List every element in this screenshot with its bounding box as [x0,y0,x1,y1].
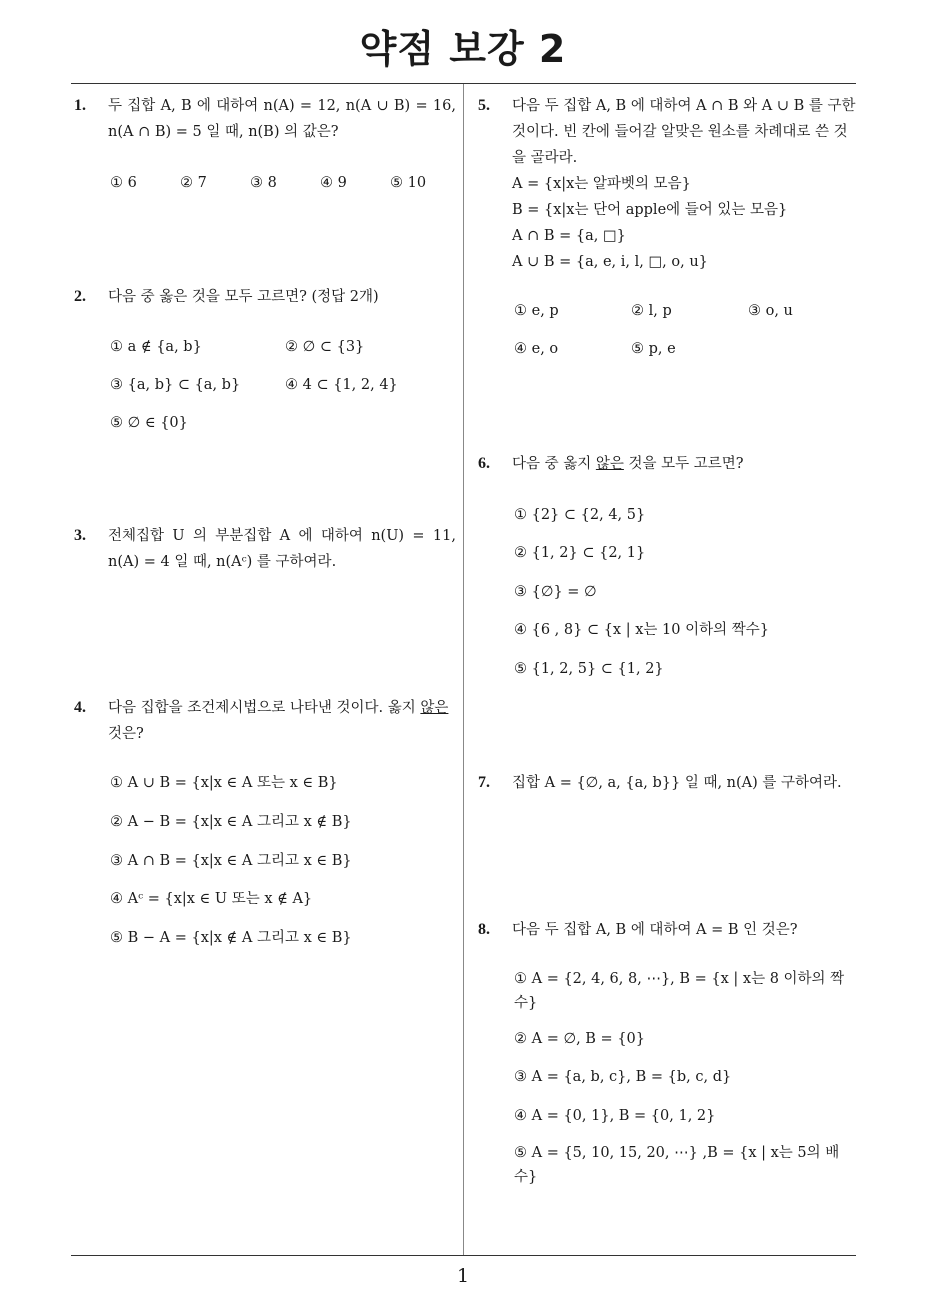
choice-option[interactable]: ① A = {2, 4, 6, 8, ⋯}, B = {x | x는 8 이하의 짝수} [514,971,845,1011]
set-definition-line: A ∪ B = {a, e, i, l, □, o, u} [512,254,708,270]
set-definition-line: A = {x|x는 알파벳의 모음} [512,176,691,192]
choice-option[interactable]: ③ A ∩ B = {x|x ∈ A 그리고 x ∈ B} [110,853,352,869]
choice-option[interactable]: ④ A = {0, 1}, B = {0, 1, 2} [514,1108,716,1124]
question-number: 8. [478,921,490,938]
question-8 [478,917,858,943]
emphasis-text: 않은 [420,700,449,716]
choice-option[interactable]: ⑤ 10 [390,175,427,191]
question-number: 3. [74,527,86,544]
choice-option[interactable]: ③ 8 [250,175,277,191]
choice-option[interactable]: ① e, p [514,303,559,319]
choice-option[interactable]: ① a ∉ {a, b} [110,339,202,355]
choice-option[interactable]: ⑤ {1, 2, 5} ⊂ {1, 2} [514,661,664,677]
set-definition-line: B = {x|x는 단어 apple에 들어 있는 모음} [512,202,788,218]
question-text-end: 것은? [108,726,144,742]
question-text: 다음 중 옳은 것을 모두 고르면? (정답 2개) [108,289,379,305]
choice-option[interactable]: ④ {6 , 8} ⊂ {x | x는 10 이하의 짝수} [514,622,769,638]
page-title: 약점 보강 2 [359,27,567,71]
choice-option[interactable]: ⑤ ∅ ∈ {0} [110,415,188,431]
choice-option[interactable]: ③ o, u [748,303,793,319]
choice-option[interactable]: ① 6 [110,175,137,191]
question-text: 다음 두 집합 A, B 에 대하여 A = B 인 것은? [512,922,798,938]
set-definition-line: A ∩ B = {a, □} [512,228,626,244]
question-1 [74,93,456,145]
choice-option[interactable]: ④ 4 ⊂ {1, 2, 4} [285,377,398,393]
choice-option[interactable]: ⑤ B − A = {x|x ∉ A 그리고 x ∈ B} [110,930,352,946]
choice-option[interactable]: ④ 9 [320,175,347,191]
choice-option[interactable]: ② 7 [180,175,207,191]
choice-option[interactable]: ② A − B = {x|x ∈ A 그리고 x ∉ B} [110,814,352,830]
question-6 [478,451,858,477]
choice-option[interactable]: ③ A = {a, b, c}, B = {b, c, d} [514,1069,732,1085]
question-number: 5. [478,97,490,114]
question-7 [478,770,858,796]
question-text: 전체집합 U 의 부분집합 A 에 대하여 n(U) = 11, n(A) = 4 일 때, n(Aᶜ) 를 구하여라. [108,528,456,570]
choice-option[interactable]: ① {2} ⊂ {2, 4, 5} [514,507,646,523]
choice-option[interactable]: ② ∅ ⊂ {3} [285,339,365,355]
question-text: 다음 중 옳지 [512,456,596,472]
question-number: 6. [478,455,490,472]
question-number: 7. [478,774,490,791]
choice-option[interactable]: ⑤ p, e [631,341,676,357]
question-3 [74,523,456,575]
question-2 [74,284,456,310]
footer-rule [71,1255,856,1256]
choice-option[interactable]: ④ e, o [514,341,559,357]
question-number: 2. [74,288,86,305]
choice-option[interactable]: ④ Aᶜ = {x|x ∈ U 또는 x ∉ A} [110,891,313,907]
choice-option[interactable]: ③ {∅} = ∅ [514,584,597,600]
question-text: 다음 두 집합 A, B 에 대하여 A ∩ B 와 A ∪ B 를 구한 것이다. 빈 칸에 들어갈 알맞은 원소를 차례대로 쓴 것을 골라라. [512,98,856,166]
choice-option[interactable]: ① A ∪ B = {x|x ∈ A 또는 x ∈ B} [110,775,338,791]
question-text: 두 집합 A, B 에 대하여 n(A) = 12, n(A ∪ B) = 16, n(A ∩ B) = 5 일 때, n(B) 의 값은? [108,98,456,140]
choice-option[interactable]: ② l, p [631,303,672,319]
emphasis-text: 않은 [595,456,624,472]
page-number: 1 [456,1265,470,1287]
choice-option[interactable]: ③ {a, b} ⊂ {a, b} [110,377,241,393]
question-text-end: 것을 모두 고르면? [623,456,744,472]
question-4 [74,695,456,747]
question-text: 다음 집합을 조건제시법으로 나타낸 것이다. 옳지 [108,700,421,716]
question-text: 집합 A = {∅, a, {a, b}} 일 때, n(A) 를 구하여라. [512,775,842,791]
choice-option[interactable]: ② A = ∅, B = {0} [514,1031,645,1047]
question-5 [478,93,858,275]
question-number: 4. [74,699,86,716]
choice-option[interactable]: ② {1, 2} ⊂ {2, 1} [514,545,646,561]
choice-option[interactable]: ⑤ A = {5, 10, 15, 20, ⋯} ,B = {x | x는 5의 배수} [514,1145,840,1185]
question-number: 1. [74,97,86,114]
column-divider [463,84,464,1256]
